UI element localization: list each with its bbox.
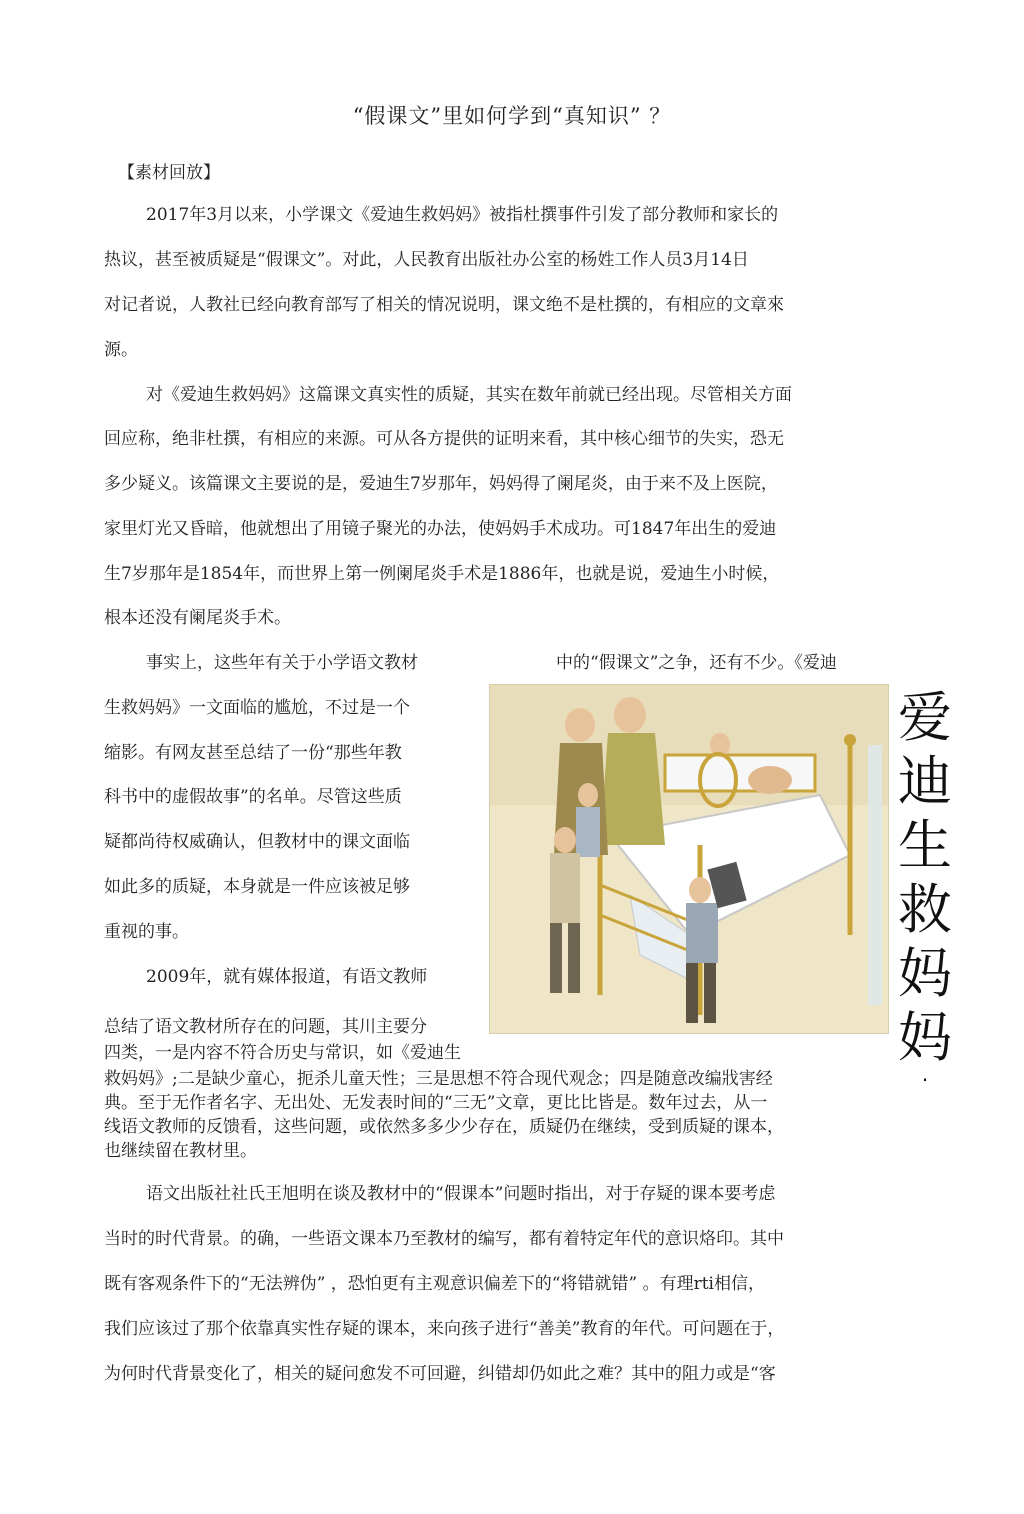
paragraph-line: 2009年，就有媒体报道，有语文教师 — [146, 967, 428, 987]
vertical-title-char: 迪 — [898, 750, 952, 813]
paragraph-line: 生7岁那年是1854年，而世界上第一例阑尾炎手术是1886年，也就是说，爱迪生小时候， — [104, 564, 780, 584]
paragraph-line: 救妈妈》;二是缺少童心，扼杀儿童天性；三是思想不符合现代观念；四是随意改编戕害经 — [104, 1069, 773, 1089]
vertical-title-char: 妈 — [898, 1006, 952, 1069]
paragraph-line: 多少疑义。该篇课文主要说的是，爱迪生7岁那年，妈妈得了阑尾炎，由于来不及上医院， — [104, 474, 778, 494]
section-label: 【素材回放】 — [118, 163, 220, 183]
paragraph-line: 我们应该过了那个依靠真实性存疑的课本，来向孩子进行“善美”教育的年代。可问题在于， — [104, 1319, 785, 1339]
paragraph-line: 如此多的质疑，本身就是一件应该被足够 — [104, 877, 410, 897]
paragraph-line: 中的“假课文”之争，还有不少。《爱迪 — [556, 653, 837, 673]
paragraph-line: 生救妈妈》一文面临的尴尬，不过是一个 — [104, 698, 410, 718]
paragraph-line: 对《爱迪生救妈妈》这篇课文真实性的质疑，其实在数年前就已经出现。尽管相关方面 — [146, 385, 792, 405]
paragraph-line: 语文出版社社氏王旭明在谈及教材中的“假课本”问题时指出，对于存疑的课本要考虑 — [146, 1184, 776, 1204]
paragraph-line: 根本还没有阑尾炎手术。 — [104, 608, 291, 628]
paragraph-line: 既有客观条件下的“无法辨伪” ，恐怕更有主观意识偏差下的“将错就错” 。有理rti相信， — [104, 1274, 765, 1294]
paragraph-line: 四类，一是内容不符合历史与常识，如《爱迪生 — [104, 1043, 461, 1063]
paragraph-line: 热议，甚至被质疑是“假课文”。对此，人民教育出版社办公室的杨姓工作人员3月14日 — [104, 250, 749, 270]
vertical-title-char: 妈 — [898, 942, 952, 1005]
vertical-title-char: 爱 — [898, 686, 952, 749]
paragraph-line: 也继续留在教材里。 — [104, 1141, 257, 1161]
vertical-title-char: 生 — [898, 814, 952, 877]
paragraph-line: 为何时代背景变化了，相关的疑问愈发不可回避，纠错却仍如此之难？其中的阻力或是“客 — [104, 1364, 776, 1384]
vertical-title-char: 救 — [898, 878, 952, 941]
paragraph-line: 2017年3月以来，小学课文《爱迪生救妈妈》被指杜撰事件引发了部分教师和家长的 — [146, 205, 779, 225]
paragraph-line: 科书中的虚假故事”的名单。尽管这些质 — [104, 787, 402, 807]
paragraph-line: 当时的时代背景。的确，一些语文课本乃至教材的编写，都有着特定年代的意识烙印。其中 — [104, 1229, 784, 1249]
paragraph-line: 典。至于无作者名字、无出处、无发表时间的“三无”文章，更比比皆是。数年过去，从一 — [104, 1093, 768, 1113]
vertical-title-char: · — [921, 1068, 929, 1092]
paragraph-line: 线语文教师的反馈看，这些问题，或依然多多少少存在，质疑仍在继续，受到质疑的课本， — [104, 1117, 784, 1137]
paragraph-line: 总结了语文教材所存在的问题，其川主要分 — [104, 1017, 427, 1037]
paragraph-line: 源。 — [104, 340, 138, 360]
paragraph-line: 重视的事。 — [104, 922, 189, 942]
illustration — [489, 684, 889, 1034]
paragraph-line: 事实上，这些年有关于小学语文教材 — [146, 653, 418, 673]
paragraph-line: 回应称，绝非杜撰，有相应的来源。可从各方提供的证明来看，其中核心细节的失实，恐无 — [104, 429, 784, 449]
edison-illustration — [490, 685, 888, 1033]
vertical-title — [890, 686, 960, 1090]
paragraph-line: 缩影。有网友甚至总结了一份“那些年教 — [104, 743, 402, 763]
paragraph-line: 疑都尚待权威确认，但教材中的课文面临 — [104, 832, 410, 852]
page-title: “假课文”里如何学到“真知识” ？ — [352, 104, 672, 128]
paragraph-line: 家里灯光又昏暗，他就想出了用镜子聚光的办法，使妈妈手术成功。可1847年出生的爱迪 — [104, 519, 777, 539]
paragraph-line: 对记者说，人教社已经向教育部写了相关的情况说明，课文绝不是杜撰的，有相应的文章來 — [104, 295, 784, 315]
